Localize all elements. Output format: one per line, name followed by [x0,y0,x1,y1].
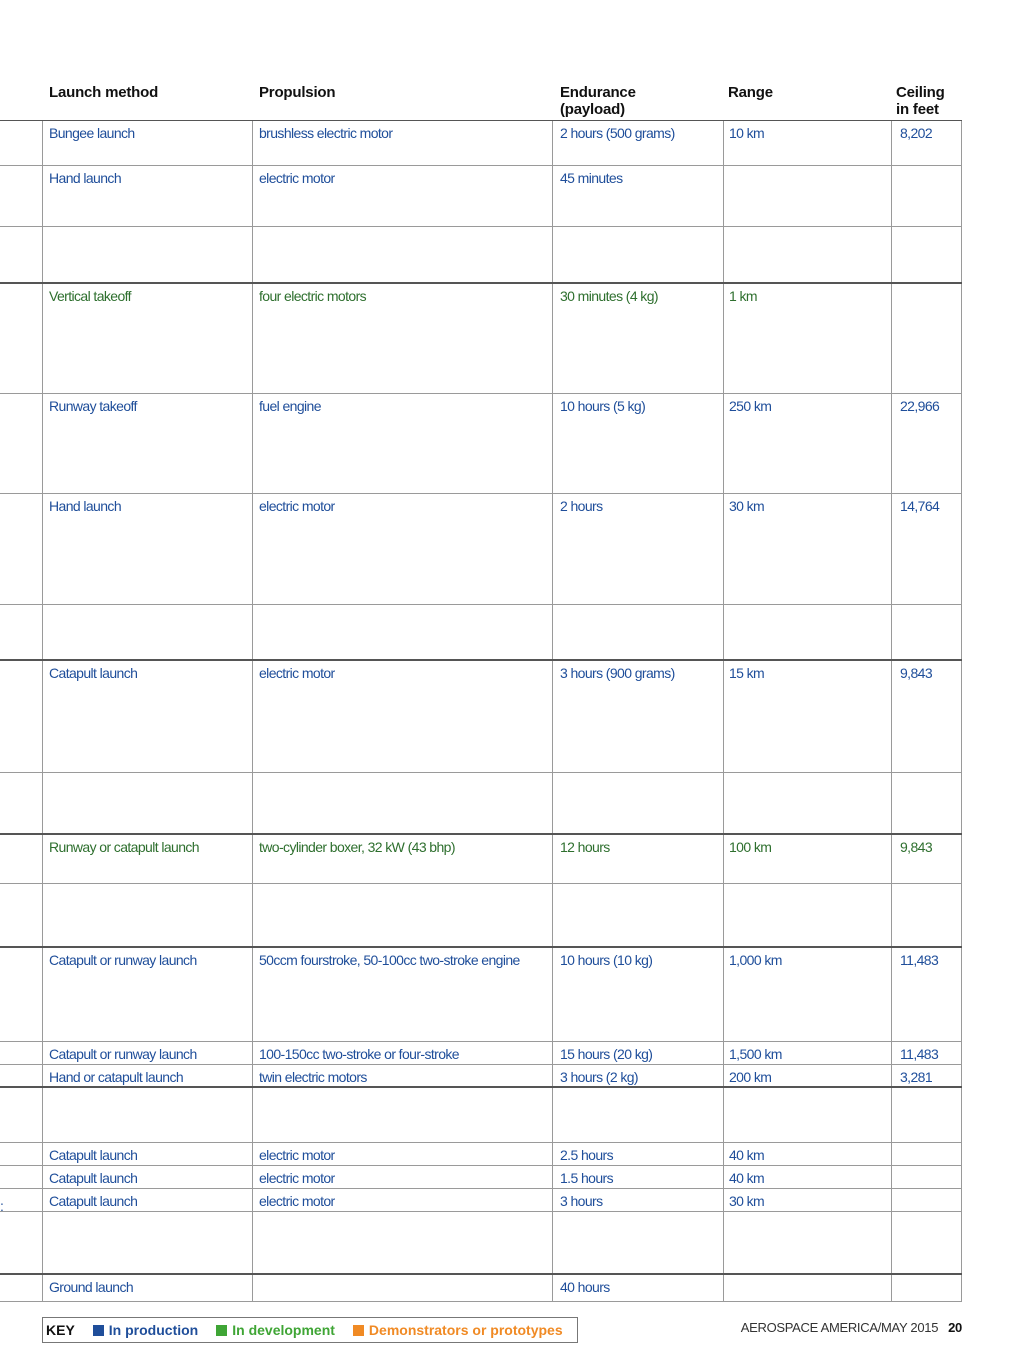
cell-ceiling [891,884,962,946]
table-row [0,884,962,948]
cell-range [723,227,891,282]
header-launch-method: Launch method [49,84,159,101]
row-name-cell [0,121,42,165]
cell-launch [42,1212,252,1273]
cell-ceiling [891,1275,962,1301]
cell-ceiling [891,1212,962,1273]
header-ceiling [896,84,945,118]
cell-ceiling [891,1189,962,1211]
cell-endurance [552,1088,723,1142]
table-row [0,1212,962,1275]
table-row [0,1065,962,1088]
cell-range: 30 km [723,494,891,604]
cell-propulsion [252,605,552,659]
cell-propulsion: electric motor [252,1143,552,1165]
cell-propulsion [252,1275,552,1301]
in-production-swatch [93,1325,104,1336]
cell-endurance: 1.5 hours [552,1166,723,1188]
cell-ceiling: 14,764 [891,494,962,604]
table-row [0,120,962,166]
row-name-cell [0,1143,42,1165]
cell-range [723,605,891,659]
demonstrators-swatch [353,1325,364,1336]
cell-ceiling: 3,281 [891,1065,962,1086]
cell-propulsion [252,773,552,833]
row-name-cell [0,227,42,282]
cell-ceiling [891,1143,962,1165]
table-row [0,1042,962,1065]
cell-ceiling: 8,202 [891,121,962,165]
cell-launch: Hand launch [42,494,252,604]
in-production-label: In production [108,1322,199,1338]
cell-launch [42,773,252,833]
table-row [0,835,962,884]
cell-range [723,884,891,946]
header-range: Range [728,84,773,101]
table-row [0,1166,962,1189]
cell-endurance: 10 hours (10 kg) [552,948,723,1041]
cell-range: 1,000 km [723,948,891,1041]
cell-ceiling [891,166,962,226]
cell-range [723,166,891,226]
cell-endurance [552,605,723,659]
header-endurance-line1: Endurance [560,84,636,101]
cell-ceiling: 9,843 [891,835,962,883]
cell-endurance: 2 hours (500 grams) [552,121,723,165]
cell-propulsion: 50ccm fourstroke, 50-100cc two-stroke engine [252,948,552,1041]
cell-range: 100 km [723,835,891,883]
table-header [0,84,1024,122]
demonstrators-label: Demonstrators or prototypes [368,1322,563,1338]
header-endurance-line2: (payload) [560,101,625,118]
cell-launch: Catapult launch [42,661,252,772]
row-name-cell [0,773,42,833]
row-name-cell [0,605,42,659]
cell-launch: Catapult launch [42,1189,252,1211]
cell-endurance [552,773,723,833]
cell-launch: Runway or catapult launch [42,835,252,883]
cell-range [723,1088,891,1142]
cell-endurance: 2.5 hours [552,1143,723,1165]
cell-propulsion [252,1212,552,1273]
cell-launch: Ground launch [42,1275,252,1301]
cell-propulsion [252,1088,552,1142]
cropped-text-fragment: : [0,1198,4,1214]
cell-range: 250 km [723,394,891,493]
cell-propulsion: electric motor [252,1166,552,1188]
header-ceiling-line1: Ceiling [896,84,945,101]
cell-range: 30 km [723,1189,891,1211]
row-name-cell [0,166,42,226]
row-name-cell [0,1088,42,1142]
header-ceiling-line2: in feet [896,101,939,118]
row-name-cell [0,1212,42,1273]
cell-range: 200 km [723,1065,891,1086]
table-row [0,1189,962,1212]
cell-launch [42,1088,252,1142]
row-name-cell [0,835,42,883]
table-row [0,1143,962,1166]
cell-endurance: 12 hours [552,835,723,883]
cell-ceiling: 22,966 [891,394,962,493]
cell-endurance: 30 minutes (4 kg) [552,284,723,393]
table-row [0,661,962,773]
cell-launch: Catapult or runway launch [42,1042,252,1064]
cell-range: 40 km [723,1143,891,1165]
cell-launch: Catapult launch [42,1166,252,1188]
cell-ceiling [891,284,962,393]
page-footer [741,1320,962,1335]
cell-propulsion: electric motor [252,494,552,604]
cell-endurance: 3 hours (900 grams) [552,661,723,772]
cell-range: 15 km [723,661,891,772]
row-name-cell [0,661,42,772]
cell-launch: Catapult launch [42,1143,252,1165]
table-row [0,394,962,494]
cell-launch: Hand launch [42,166,252,226]
row-name-cell [0,1042,42,1064]
table-row [0,948,962,1042]
cell-propulsion: electric motor [252,166,552,226]
table-row [0,1275,962,1302]
cell-range: 10 km [723,121,891,165]
row-name-cell [0,1275,42,1301]
cell-propulsion [252,884,552,946]
cell-endurance: 40 hours [552,1275,723,1301]
cell-endurance: 45 minutes [552,166,723,226]
page-number: 20 [948,1320,962,1335]
cell-launch: Catapult or runway launch [42,948,252,1041]
cell-endurance: 3 hours [552,1189,723,1211]
in-development-swatch [216,1325,227,1336]
table-row [0,494,962,605]
row-name-cell [0,884,42,946]
cell-endurance [552,884,723,946]
cell-endurance: 2 hours [552,494,723,604]
cell-launch: Hand or catapult launch [42,1065,252,1086]
color-key [42,1317,578,1343]
cell-launch [42,605,252,659]
cell-endurance: 15 hours (20 kg) [552,1042,723,1064]
cell-propulsion: fuel engine [252,394,552,493]
table-row [0,773,962,835]
table-row [0,605,962,661]
header-endurance [560,84,636,118]
cell-endurance: 10 hours (5 kg) [552,394,723,493]
cell-range [723,1275,891,1301]
row-name-cell [0,284,42,393]
row-name-cell [0,1065,42,1086]
cell-endurance: 3 hours (2 kg) [552,1065,723,1086]
row-name-cell [0,394,42,493]
cell-ceiling: 11,483 [891,948,962,1041]
uav-table [0,120,962,1302]
cell-propulsion: four electric motors [252,284,552,393]
key-label: KEY [46,1322,75,1338]
cell-endurance [552,227,723,282]
cell-endurance [552,1212,723,1273]
in-development-label: In development [232,1322,335,1338]
cell-propulsion: brushless electric motor [252,121,552,165]
row-name-cell [0,1166,42,1188]
cell-ceiling: 11,483 [891,1042,962,1064]
row-name-cell [0,948,42,1041]
cell-range: 40 km [723,1166,891,1188]
cell-ceiling [891,1166,962,1188]
cell-ceiling [891,605,962,659]
cell-range: 1 km [723,284,891,393]
cell-launch: Runway takeoff [42,394,252,493]
cell-launch [42,227,252,282]
cell-ceiling [891,1088,962,1142]
cell-range [723,773,891,833]
table-row [0,166,962,227]
table-row [0,284,962,394]
cell-propulsion: two-cylinder boxer, 32 kW (43 bhp) [252,835,552,883]
table-row [0,1088,962,1143]
row-name-cell [0,1189,42,1211]
key-in-development [216,1322,335,1338]
cell-range [723,1212,891,1273]
publication-name: AEROSPACE AMERICA/MAY 2015 [740,1320,939,1335]
cell-launch: Bungee launch [42,121,252,165]
key-demonstrators [353,1322,563,1338]
cell-propulsion: electric motor [252,1189,552,1211]
table-row [0,227,962,284]
cell-propulsion [252,227,552,282]
cell-range: 1,500 km [723,1042,891,1064]
key-in-production [93,1322,198,1338]
cell-propulsion: electric motor [252,661,552,772]
row-name-cell [0,494,42,604]
cell-propulsion: 100-150cc two-stroke or four-stroke [252,1042,552,1064]
header-propulsion: Propulsion [259,84,336,101]
cell-ceiling [891,773,962,833]
cell-ceiling: 9,843 [891,661,962,772]
cell-launch: Vertical takeoff [42,284,252,393]
cell-propulsion: twin electric motors [252,1065,552,1086]
cell-ceiling [891,227,962,282]
cell-launch [42,884,252,946]
